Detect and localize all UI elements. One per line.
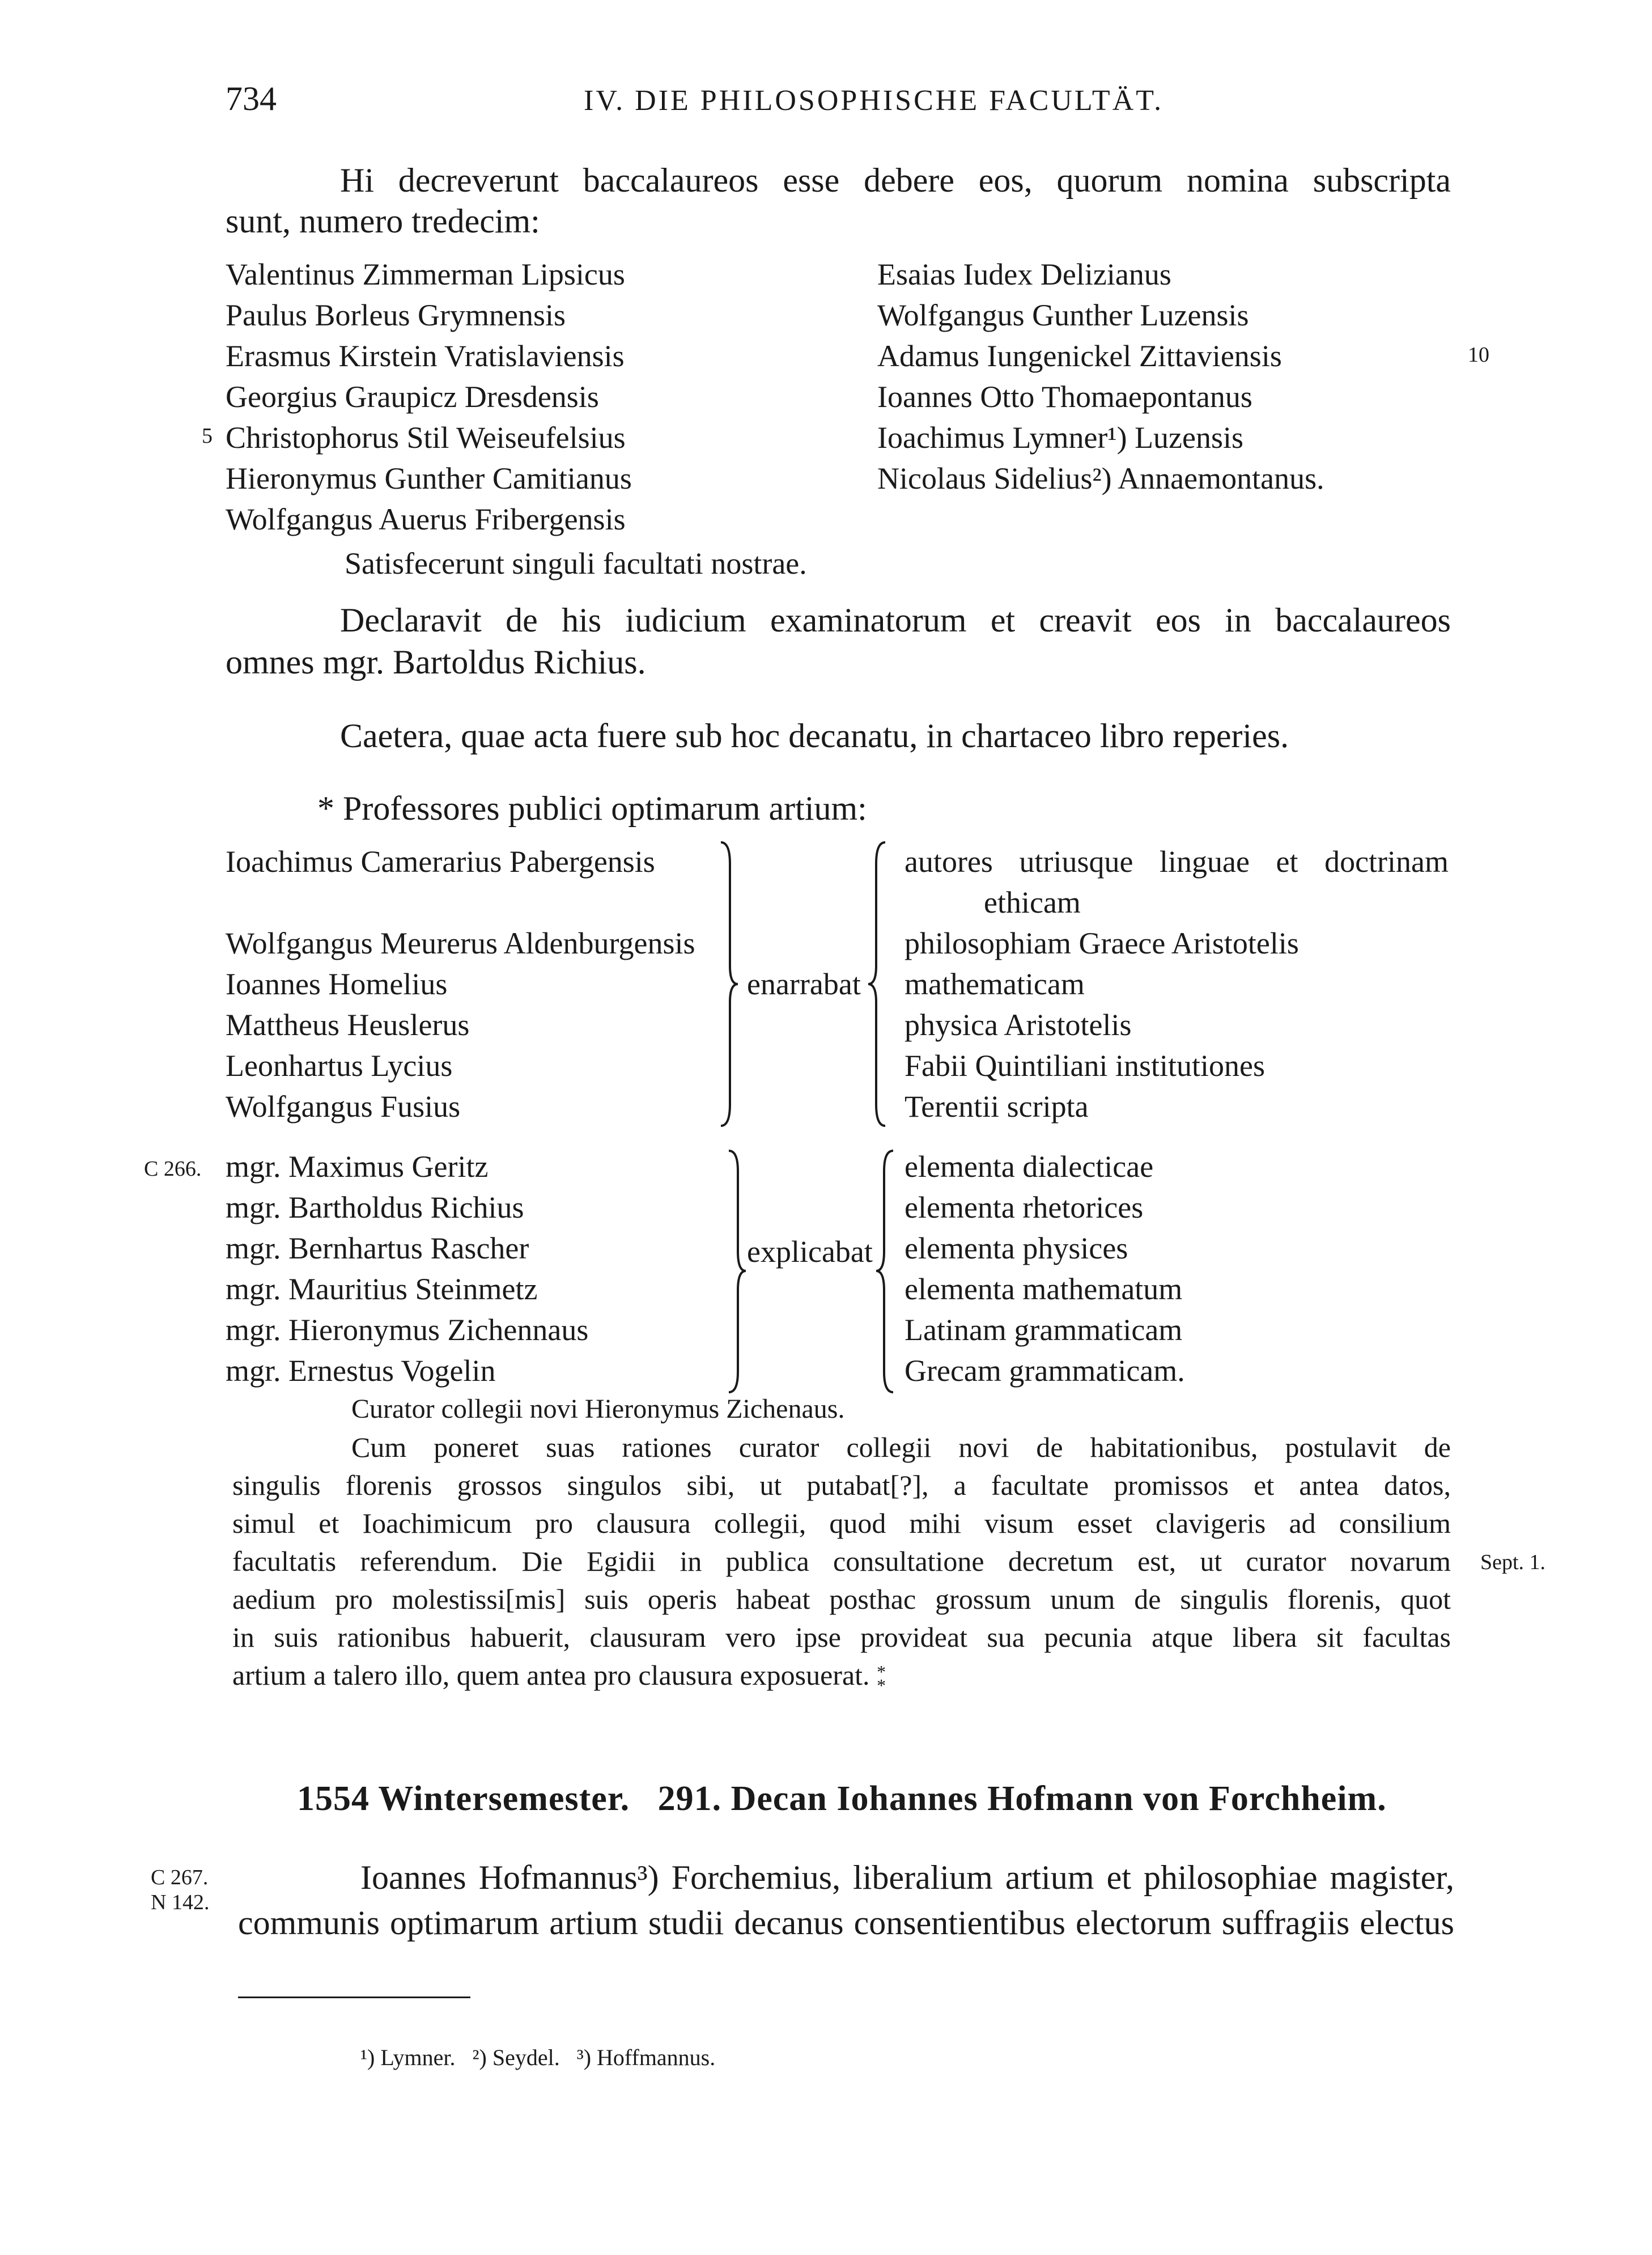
list-item: autores utriusque linguae et doctrinam: [904, 845, 1449, 879]
list-item: mgr. Mauritius Steinmetz: [226, 1272, 538, 1306]
list-item: Ioachimus Camerarius Pabergensis: [226, 845, 655, 879]
list-item: mgr. Ernestus Vogelin: [226, 1354, 496, 1388]
list-item: Ioannes Otto Thomaepontanus: [877, 380, 1252, 414]
final-line-2: communis optimarum artium studii decanus consentientibus electorum suffragiis electus: [238, 1904, 1454, 1942]
caetera-line: Caetera, quae acta fuere sub hoc decanatu, in chartaceo libro reperies.: [340, 717, 1289, 755]
list-item: Wolfgangus Meurerus Aldenburgensis: [226, 926, 695, 960]
group2-left-brace: [873, 1150, 895, 1393]
final-line-1: Ioannes Hofmannus³) Forchemius, liberalium artium et philosophiae magister,: [360, 1859, 1454, 1896]
paragraph-line: aedium pro molestissi[mis] suis operis habeat posthac grossum unum de singulis florenis, quot: [232, 1583, 1451, 1615]
list-item: Paulus Borleus Grymnensis: [226, 298, 566, 332]
group2-right-brace: [727, 1150, 749, 1393]
declaravit-line-2: omnes mgr. Bartoldus Richius.: [226, 643, 646, 681]
cum-paragraph: [232, 1429, 1451, 1694]
list-item: Latinam grammaticam: [904, 1313, 1183, 1347]
paragraph-line: Cum poneret suas rationes curator collegii novi de habitationibus, postulavit de: [351, 1431, 1451, 1463]
list-item: philosophiam Graece Aristotelis: [904, 926, 1299, 960]
margin-ref-c266: C 266.: [144, 1157, 202, 1181]
list-item: Valentinus Zimmerman Lipsicus: [226, 257, 625, 291]
list-item: physica Aristotelis: [904, 1008, 1132, 1042]
list-item: [226, 882, 695, 923]
end-asterisks: * *: [877, 1661, 886, 1696]
list-item: ethicam: [984, 885, 1081, 919]
list-item: Leonhartus Lycius: [226, 1049, 453, 1083]
list-item: mgr. Bernhartus Rascher: [226, 1231, 529, 1265]
paragraph-line: singulis florenis grossos singulos sibi, ut putabat[?], a facultate promissos et antea datos,: [232, 1469, 1451, 1501]
margin-ref-line: N 142.: [151, 1891, 210, 1914]
list-item: mathematicam: [904, 967, 1085, 1001]
group1-verb: enarrabat: [747, 967, 861, 1001]
list-item: Adamus Iungenickel Zittaviensis: [877, 339, 1282, 373]
list-item: Erasmus Kirstein Vratislaviensis: [226, 339, 625, 373]
paragraph-line: [232, 1656, 1451, 1694]
curator-line: Curator collegii novi Hieronymus Zichenaus.: [351, 1394, 845, 1424]
list-item: mgr. Bartholdus Richius: [226, 1190, 524, 1224]
list-item: Ioannes Homelius: [226, 967, 448, 1001]
list-item: Mattheus Heuslerus: [226, 1008, 470, 1042]
list-item: Wolfgangus Fusius: [226, 1090, 461, 1124]
running-title: IV. DIE PHILOSOPHISCHE FACULTÄT.: [584, 84, 1164, 117]
declaravit-line-1: Declaravit de his iudicium examinatorum et creavit eos in baccalaureos: [340, 601, 1451, 639]
list-item: Nicolaus Sidelius²) Annaemontanus.: [877, 461, 1324, 495]
list-item: Terentii scripta: [904, 1090, 1089, 1124]
paragraph-line: facultatis referendum. Die Egidii in publica consultatione decretum est, ut curator novarum: [232, 1545, 1451, 1577]
line-number-5: 5: [202, 424, 213, 448]
list-item: Christophorus Stil Weiseufelsius: [226, 421, 626, 455]
line-number-10: 10: [1468, 343, 1489, 367]
list-item: mgr. Maximus Geritz: [226, 1150, 489, 1184]
group1-subjects: [904, 841, 1449, 1127]
paragraph-line: in suis rationibus habuerit, clausuram vero ipse provideat sua pecunia atque libera sit facultas: [232, 1621, 1451, 1653]
list-item: elementa physices: [904, 1231, 1128, 1265]
list-item: elementa dialecticae: [904, 1150, 1154, 1184]
group2-names: [226, 1146, 588, 1391]
list-item: elementa mathematum: [904, 1272, 1183, 1306]
list-item: Ioachimus Lymner¹) Luzensis: [877, 421, 1244, 455]
list-item: Hieronymus Gunther Camitianus: [226, 461, 632, 495]
footnote-divider: [238, 1997, 470, 1998]
intro-line-2: sunt, numero tredecim:: [226, 202, 540, 240]
list-item: Esaias Iudex Delizianus: [877, 257, 1171, 291]
section-heading: 1554 Wintersemester. 291. Decan Iohannes Hofmann von Forchheim.: [297, 1779, 1387, 1818]
list-item: Wolfgangus Gunther Luzensis: [877, 298, 1249, 332]
list-item: Fabii Quintiliani institutiones: [904, 1049, 1265, 1083]
margin-ref-line: C 267.: [151, 1866, 209, 1889]
sept-note: Sept. 1.: [1480, 1550, 1546, 1574]
group1-names: [226, 841, 695, 1127]
group1-left-brace: [865, 841, 887, 1127]
names-right-list: [877, 254, 1324, 499]
footnotes: ¹) Lymner. ²) Seydel. ³) Hoffmannus.: [360, 2045, 716, 2070]
group1-right-brace: [719, 841, 741, 1127]
paragraph-line: simul et Ioachimicum pro clausura collegii, quod mihi visum esset clavigeris ad consilium: [232, 1507, 1451, 1539]
group2-subjects: [904, 1146, 1185, 1391]
satisfecerunt-line: Satisfecerunt singuli facultati nostrae.: [345, 546, 807, 580]
list-item: Wolfgangus Auerus Fribergensis: [226, 502, 626, 536]
page-number: 734: [226, 80, 277, 117]
list-item: Georgius Graupicz Dresdensis: [226, 380, 599, 414]
professores-heading: * Professores publici optimarum artium:: [317, 790, 867, 827]
list-item: elementa rhetorices: [904, 1190, 1144, 1224]
paragraph-line-text: artium a talero illo, quem antea pro clausura exposuerat.: [232, 1659, 870, 1691]
intro-line-1: Hi decreverunt baccalaureos esse debere eos, quorum nomina subscripta: [340, 162, 1451, 199]
list-item: mgr. Hieronymus Zichennaus: [226, 1313, 589, 1347]
margin-ref-c267: [151, 1865, 209, 1915]
group2-verb: explicabat: [747, 1235, 873, 1269]
list-item: Grecam grammaticam.: [904, 1354, 1185, 1388]
names-left-list: [226, 254, 632, 540]
